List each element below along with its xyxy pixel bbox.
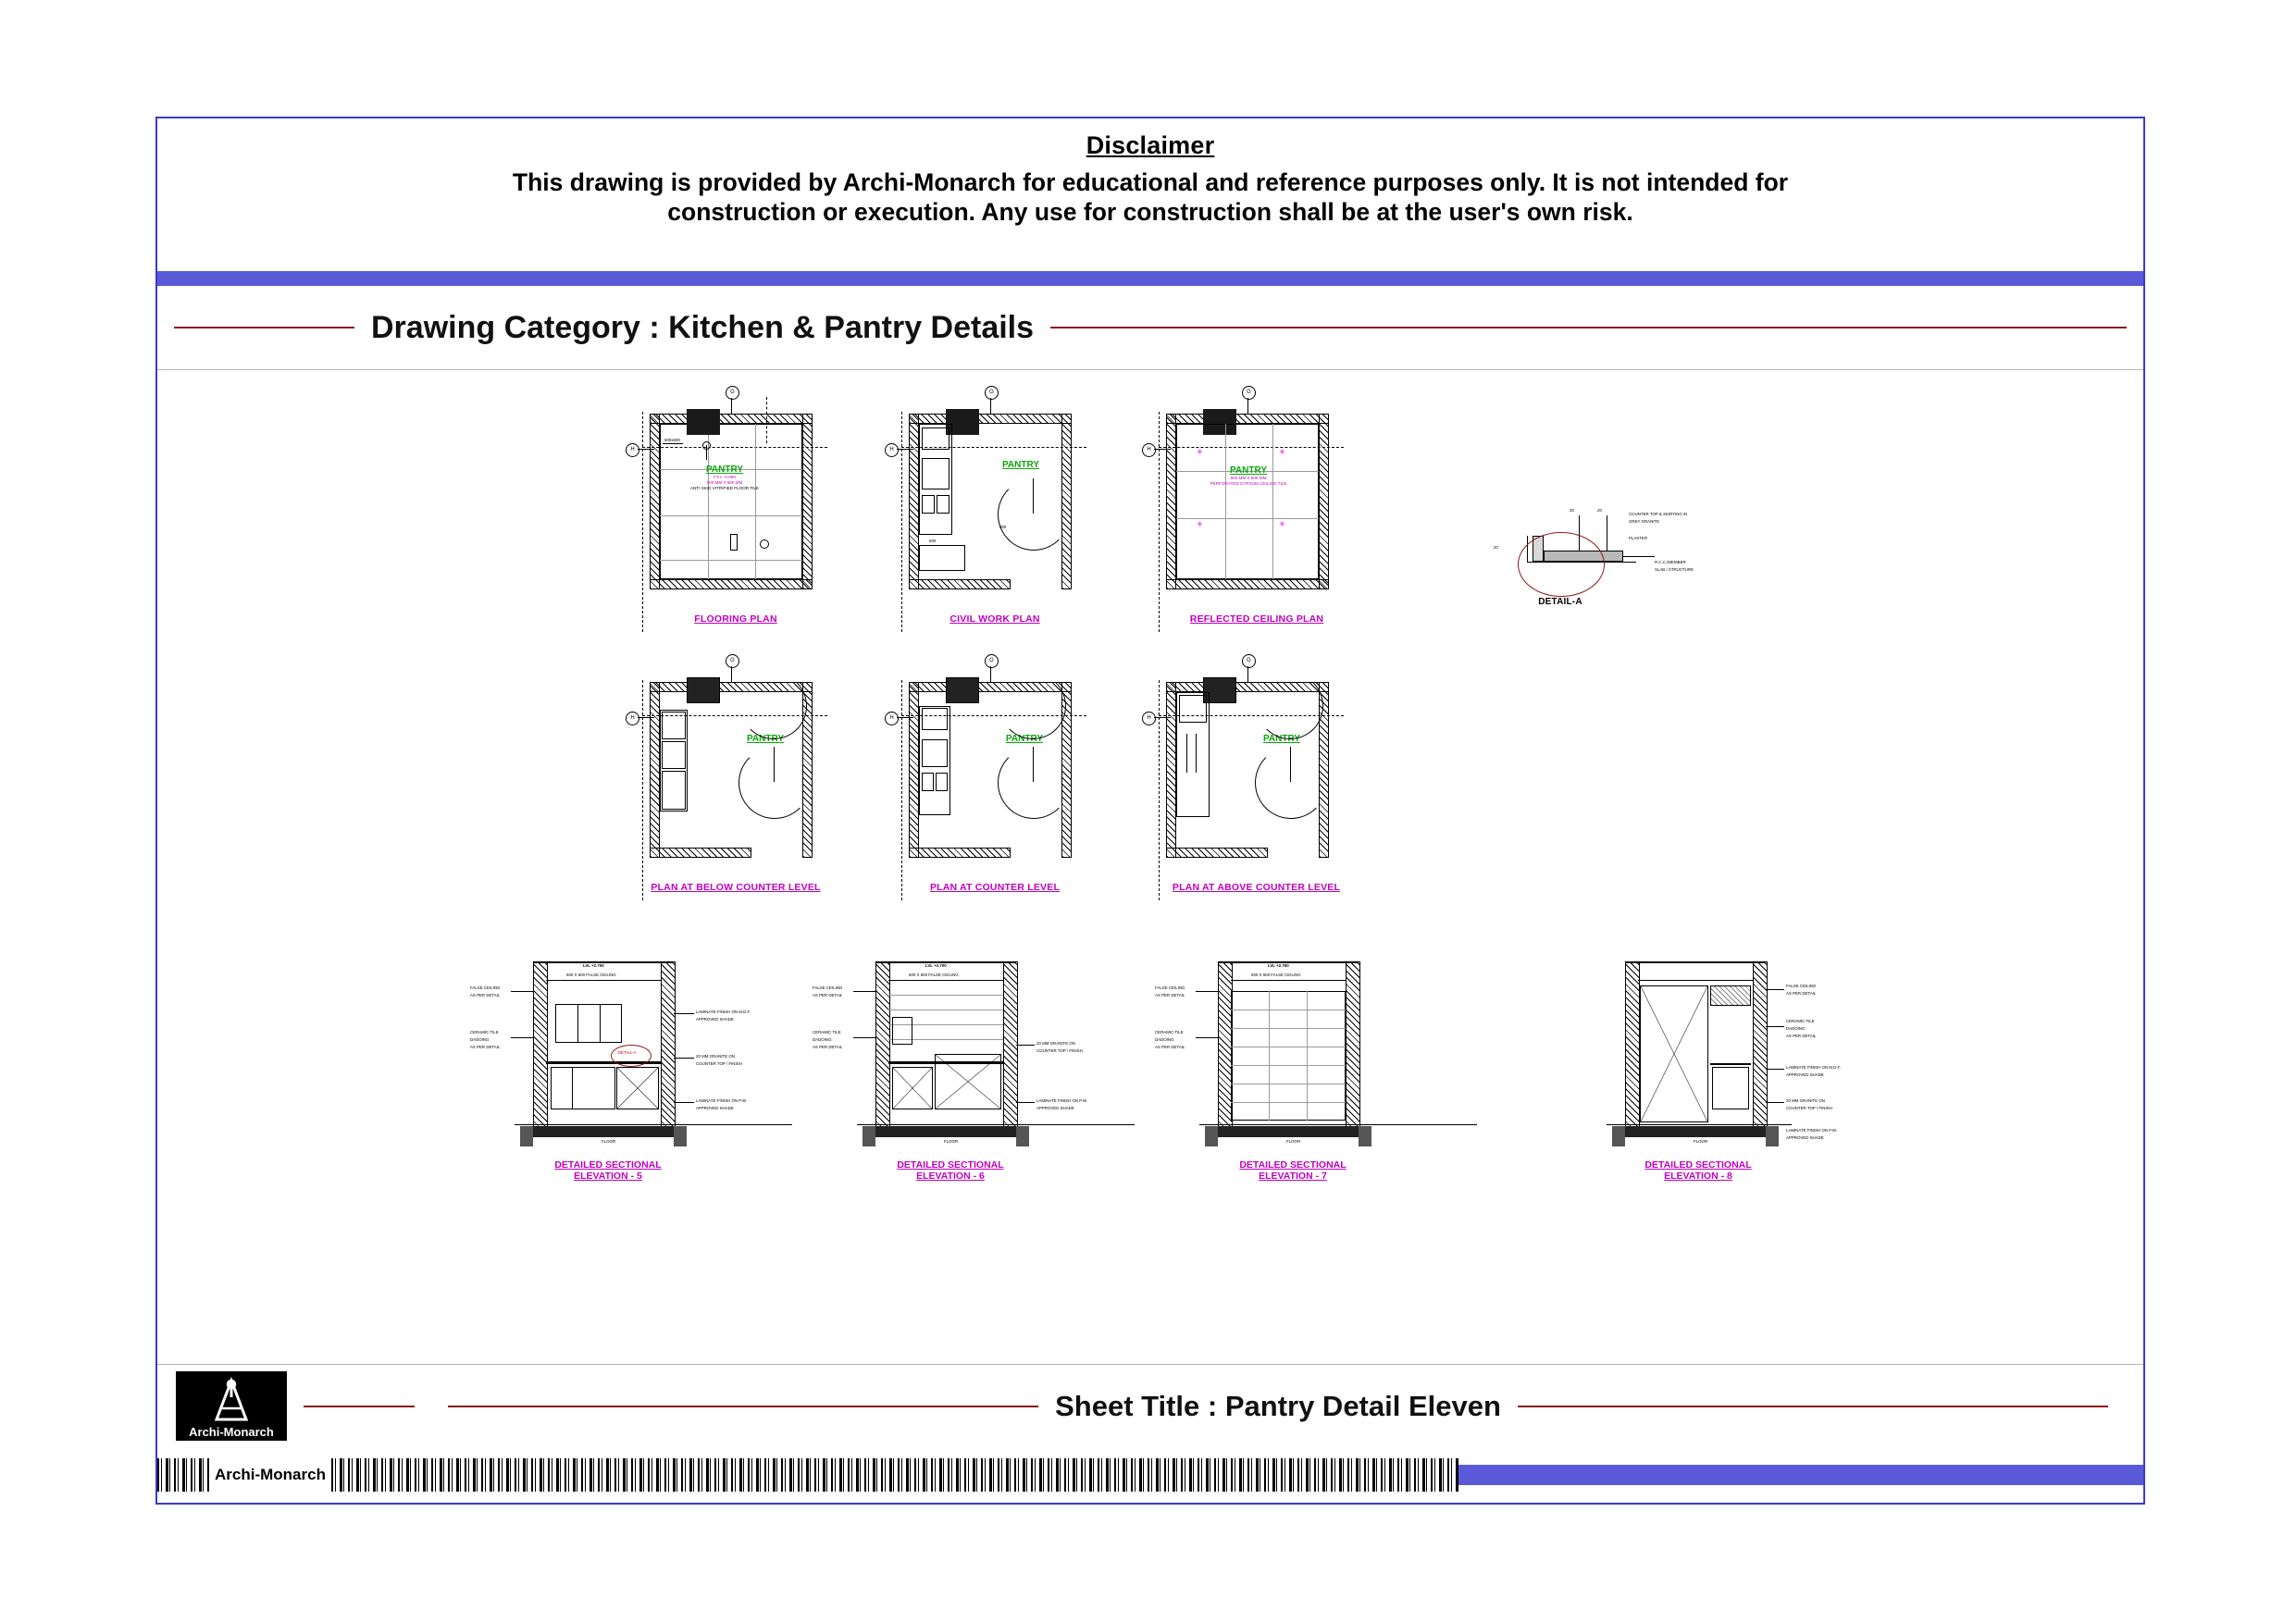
counter-top — [1710, 1063, 1751, 1065]
door-swing — [998, 478, 1070, 551]
wall-section-left — [875, 961, 890, 1130]
floor-trap-symbol — [702, 441, 711, 450]
note-right-4: COUNTER TOP / FINISH — [696, 1061, 742, 1066]
note-right-4: DADOING — [1786, 1026, 1806, 1031]
plan-caption: PLAN AT BELOW COUNTER LEVEL — [651, 882, 821, 893]
elevation-caption — [863, 1159, 1038, 1182]
drawing-category-band — [157, 286, 2143, 370]
plinth-left — [1612, 1126, 1625, 1146]
detail-callout-circle — [1518, 532, 1605, 597]
plinth-right — [1359, 1126, 1371, 1146]
tile-row-6 — [1231, 1102, 1346, 1103]
door-swing — [738, 747, 811, 819]
section-line-v — [901, 412, 902, 632]
ceiling-line — [1231, 980, 1346, 981]
light-fixture-2: ✳ — [1279, 448, 1285, 456]
grid-bubble-left: H — [1142, 712, 1156, 725]
leader-c — [674, 1013, 694, 1014]
footer-rule-left — [304, 1406, 415, 1407]
disclaimer-line-1: This drawing is provided by Archi-Monarch for educational and reference purposes only. It is not intended for — [512, 168, 1789, 196]
leader-b — [853, 1037, 875, 1038]
drawing-category-title: Drawing Category : Kitchen & Pantry Details — [371, 309, 1035, 345]
grid-bubble-top: G — [1242, 654, 1256, 668]
leader-e — [674, 1102, 694, 1103]
detail-note-3: PLASTER — [1629, 536, 1648, 540]
room-label: PANTRY — [706, 465, 743, 475]
door-panel — [1640, 985, 1708, 1122]
floor-ref-line — [1607, 1124, 1792, 1125]
tile-grid-h2 — [660, 515, 802, 516]
leader-d — [1766, 1102, 1784, 1103]
upper-arc — [999, 673, 1066, 739]
leader-1 — [663, 443, 683, 444]
wall-right — [1319, 414, 1329, 589]
grid-bubble-left: H — [1142, 443, 1156, 457]
section-line-v — [1159, 412, 1160, 632]
grid-leader-top — [990, 398, 991, 415]
compass-icon — [204, 1377, 259, 1425]
note-right-1: 20 MM GRANITE ON — [1036, 1041, 1075, 1046]
upper-cabinet — [555, 1004, 622, 1043]
base-unit-1 — [662, 712, 686, 739]
plan-flooring — [629, 386, 842, 636]
detail-a-block — [1490, 508, 1731, 638]
plan-civil-work — [888, 386, 1101, 636]
elevation-5 — [463, 952, 833, 1202]
detail-caption: DETAIL-A — [1538, 597, 1582, 607]
appliance-3 — [922, 495, 935, 514]
detail-dim-3: 20 — [1494, 545, 1498, 550]
plan-above-counter — [1146, 654, 1368, 904]
footer-rule-right — [1518, 1406, 2108, 1407]
plan-caption: PLAN AT ABOVE COUNTER LEVEL — [1172, 882, 1341, 893]
wall-bottom — [909, 579, 1011, 589]
note-right-10: LAMINATE FINISH ON P.W. — [1786, 1128, 1837, 1133]
room-sub-2: PERFORATED GYPSUM CEILING TILE — [1210, 481, 1287, 486]
wall-unit-div-2 — [1196, 734, 1197, 773]
appliance-2 — [922, 458, 949, 489]
note-right-2: AS PER DETAIL — [1786, 991, 1817, 996]
level-bottom: FLOOR — [944, 1139, 959, 1144]
wall-section-right — [661, 961, 676, 1130]
detail-note-1: COUNTER TOP & SKIRTING IN — [1629, 512, 1688, 516]
leader-c — [1016, 1045, 1035, 1046]
grid-leader-top — [1247, 666, 1248, 683]
plan-caption: FLOORING PLAN — [694, 613, 777, 625]
leader-b — [1766, 1026, 1784, 1027]
wall-section-right — [1003, 961, 1018, 1130]
grid-bubble-top: G — [985, 654, 999, 668]
note-left-3: CERAMIC TILE — [470, 1030, 499, 1035]
footer-rule-mid — [448, 1406, 1038, 1407]
caption-line-2: ELEVATION - 8 — [1664, 1171, 1732, 1183]
base-cabinet-crossed — [892, 1067, 933, 1109]
wall-left — [909, 682, 919, 858]
base-unit-2 — [662, 741, 686, 769]
level-top: LVL +2.700 — [925, 963, 947, 968]
hob-unit — [922, 739, 948, 767]
note-left-2: AS PER DETAIL — [470, 993, 501, 997]
note-left-1: FALSE CEILING — [813, 985, 843, 990]
note-right-11: APPROVED SHADE — [1786, 1135, 1824, 1140]
plinth-left — [1205, 1126, 1218, 1146]
plinth-right — [1016, 1126, 1029, 1146]
caption-line-1: DETAILED SECTIONAL — [1239, 1159, 1347, 1171]
duct-block — [687, 409, 720, 435]
appliance-box — [892, 1017, 912, 1045]
door-panel — [935, 1054, 1001, 1109]
disclaimer-title: Disclaimer — [1086, 131, 1215, 159]
ceiling-line — [1638, 980, 1753, 981]
plan-at-counter — [888, 654, 1101, 904]
elevation-caption — [1205, 1159, 1381, 1182]
note-right-3: CERAMIC TILE — [1786, 1019, 1815, 1023]
note-right-1: FALSE CEILING — [1786, 984, 1817, 988]
grid-bubble-left: H — [885, 443, 899, 457]
appliance-1 — [922, 427, 949, 450]
section-line-v — [642, 680, 643, 900]
tiled-wall — [1231, 991, 1346, 1121]
tile-grid-v2 — [755, 424, 756, 579]
level-top: LVL +2.700 — [1268, 963, 1289, 968]
plan-caption: CIVIL WORK PLAN — [949, 613, 1040, 625]
ceiling-grid-v1 — [1225, 424, 1226, 579]
note-micro-1: 600x600 — [664, 438, 680, 442]
note-right-9: COUNTER TOP / FINISH — [1786, 1106, 1832, 1110]
level-bottom: FLOOR — [1286, 1139, 1301, 1144]
dado-line-1 — [888, 995, 1003, 996]
barcode-strip — [157, 1447, 2143, 1503]
grid-leader-top — [1247, 398, 1248, 415]
elevation-6 — [805, 952, 1175, 1202]
note-left-5: AS PER DETAIL — [1155, 1045, 1185, 1049]
room-label: PANTRY — [1230, 465, 1267, 476]
leader-b — [511, 1037, 533, 1038]
caption-line-2: ELEVATION - 7 — [1259, 1171, 1327, 1183]
caption-line-1: DETAILED SECTIONAL — [554, 1159, 662, 1171]
door-swing — [1255, 747, 1327, 819]
note-right-3: 20 MM GRANITE ON — [696, 1054, 735, 1059]
note-left-3: CERAMIC TILE — [813, 1030, 841, 1035]
light-fixture-4: ✳ — [1279, 520, 1285, 528]
note-right-4: APPROVED SHADE — [1036, 1106, 1074, 1110]
elevation-caption — [1610, 1159, 1786, 1182]
barcode-main — [331, 1458, 1458, 1492]
leader-a — [1766, 989, 1784, 990]
plan-below-counter — [629, 654, 842, 904]
wall-section-right — [1346, 961, 1360, 1130]
note-micro: 900 — [999, 525, 1007, 529]
note-left-2: AS PER DETAIL — [813, 993, 843, 997]
detail-leader-3 — [1623, 556, 1655, 557]
ceiling-grid-h2 — [1176, 518, 1319, 519]
door-swing — [998, 747, 1070, 819]
base-cabinet-crossed — [616, 1067, 659, 1109]
ceiling-line — [546, 980, 661, 981]
room-sub-1: 600 MM X 600 MM — [1230, 476, 1267, 480]
rule-left — [174, 327, 354, 328]
level-top-sub: 600 X 600 FALSE CEILING — [909, 973, 959, 977]
rule-right — [1050, 327, 2127, 328]
upper-arc — [1257, 673, 1323, 739]
floor-ref-line — [515, 1124, 792, 1125]
tile-col-1 — [1269, 991, 1270, 1121]
duct-block — [946, 677, 979, 703]
grid-leader-top — [731, 398, 732, 415]
wall-left — [650, 682, 660, 858]
leader-c — [1766, 1069, 1784, 1070]
wall-unit-1 — [1179, 695, 1207, 723]
upper-arc — [740, 673, 807, 739]
grid-bubble-top: G — [726, 386, 739, 400]
drawing-sheet — [155, 117, 2145, 1505]
note-left-5: AS PER DETAIL — [470, 1045, 501, 1049]
wall-bottom — [650, 579, 813, 589]
wall-top — [909, 414, 1072, 424]
floor-slab — [1620, 1126, 1777, 1137]
plan-reflected-ceiling — [1146, 386, 1368, 636]
section-line-v — [1159, 680, 1160, 900]
note-left-1: FALSE CEILING — [1155, 985, 1185, 990]
door-leaf — [1290, 747, 1291, 782]
wall-left — [909, 414, 919, 589]
base-div-1 — [572, 1067, 573, 1109]
grid-bubble-left: H — [626, 443, 639, 457]
note-right-5: LAMINATE FINISH ON P.W. — [696, 1098, 747, 1103]
wall-left — [1166, 682, 1176, 858]
detail-dim-1: 20 — [1570, 508, 1574, 513]
ceiling-line — [888, 980, 1003, 981]
note-left-5: AS PER DETAIL — [813, 1045, 843, 1049]
base-unit-3 — [662, 771, 686, 810]
room-sub-1: F.F.L -0.000 — [714, 475, 736, 479]
ventilation-grille — [1710, 985, 1751, 1006]
plan-caption: REFLECTED CEILING PLAN — [1189, 613, 1324, 625]
wall-section-left — [1625, 961, 1640, 1130]
plinth-left — [863, 1126, 875, 1146]
wall-section-right — [1753, 961, 1768, 1130]
floor-ref-line — [857, 1124, 1135, 1125]
drawing-canvas — [157, 369, 2143, 1364]
wall-section-left — [533, 961, 548, 1130]
level-top-sub: 600 X 600 FALSE CEILING — [566, 973, 616, 977]
note-left-4: DADOING — [813, 1037, 832, 1042]
tile-row-4 — [1231, 1065, 1346, 1066]
drawer-1 — [922, 773, 934, 791]
section-line-v — [901, 680, 902, 900]
sink-unit — [922, 708, 948, 730]
note-right-7: APPROVED SHADE — [1786, 1072, 1824, 1077]
grid-bubble-left: H — [885, 712, 899, 725]
grid-bubble-top: G — [985, 386, 999, 400]
detail-note-4: R.C.C./MEMBER — [1655, 560, 1686, 564]
grid-leader-top — [990, 666, 991, 683]
wall-bottom — [1166, 579, 1329, 589]
tile-col-2 — [1307, 991, 1308, 1121]
leader-b — [1196, 1037, 1218, 1038]
wall-bottom — [909, 848, 1011, 858]
room-label: PANTRY — [747, 734, 784, 744]
detail-note-5: SLAB / STRUCTURE — [1655, 567, 1694, 572]
light-fixture-3: ✳ — [1197, 520, 1203, 528]
note-right-3: LAMINATE FINISH ON P.W. — [1036, 1098, 1087, 1103]
base-cabinet — [551, 1067, 615, 1109]
wall-left — [650, 414, 660, 589]
elevation-caption — [520, 1159, 696, 1182]
light-fixture-1: ✳ — [1197, 448, 1203, 456]
barcode-brand-label: Archi-Monarch — [215, 1466, 326, 1483]
note-right-2: COUNTER TOP / FINISH — [1036, 1048, 1083, 1053]
note-right-5: AS PER DETAIL — [1786, 1034, 1817, 1038]
wall-right — [802, 414, 813, 589]
note-right-6: APPROVED SHADE — [696, 1106, 734, 1110]
note-right-6: LAMINATE FINISH ON M.D.F. — [1786, 1065, 1841, 1070]
room-label: PANTRY — [1002, 460, 1039, 470]
note-right-1: LAMINATE FINISH ON M.D.F. — [696, 1010, 751, 1014]
note-left-4: DADOING — [1155, 1037, 1174, 1042]
leader-d — [1016, 1102, 1035, 1103]
section-line-v — [642, 412, 643, 632]
wall-unit-div — [1186, 734, 1187, 773]
cab-div-1 — [577, 1004, 578, 1043]
grid-bubble-left: H — [626, 712, 639, 725]
duct-block — [687, 677, 720, 703]
floor-slab — [527, 1126, 685, 1137]
note-micro-2: 600 — [929, 539, 937, 543]
ceiling-grid-v2 — [1272, 424, 1273, 579]
plinth-right — [1766, 1126, 1779, 1146]
detail-dim-2: 20 — [1597, 508, 1602, 513]
note-left-1: FALSE CEILING — [470, 985, 501, 990]
floor-slab — [870, 1126, 1027, 1137]
door-leaf — [774, 747, 775, 782]
wall-top — [1166, 414, 1329, 424]
detail-a-ref — [611, 1045, 652, 1067]
disclaimer-block — [157, 118, 2143, 271]
wall-top — [650, 414, 813, 424]
wall-bottom — [1166, 848, 1268, 858]
fixture-2 — [760, 539, 769, 549]
level-bottom: FLOOR — [1694, 1139, 1708, 1144]
archi-monarch-logo — [176, 1371, 287, 1441]
elevation-8 — [1388, 952, 1841, 1202]
note-left-2: AS PER DETAIL — [1155, 993, 1185, 997]
callout-detail-a: DETAIL-A — [618, 1050, 637, 1055]
cab-div-2 — [600, 1004, 601, 1043]
barcode-left — [157, 1458, 209, 1492]
base-cabinet — [1712, 1067, 1749, 1109]
accent-bar-top — [157, 271, 2143, 286]
note-right-2: APPROVED SHADE — [696, 1017, 734, 1022]
leader-a — [1196, 991, 1218, 992]
floor-slab — [1212, 1126, 1370, 1137]
logo-text: Archi-Monarch — [189, 1425, 274, 1439]
room-label: PANTRY — [1006, 734, 1043, 744]
door-leaf — [1033, 478, 1034, 514]
wall-left — [1166, 414, 1176, 589]
plinth-left — [520, 1126, 533, 1146]
appliance-4 — [937, 495, 949, 514]
level-bottom: FLOOR — [602, 1139, 616, 1144]
drawer-2 — [936, 773, 948, 791]
leader-d — [674, 1058, 694, 1059]
level-top: LVL +2.700 — [583, 963, 604, 968]
plinth-right — [674, 1126, 687, 1146]
leader-a — [511, 991, 533, 992]
level-top-sub: 600 X 600 FALSE CEILING — [1251, 973, 1301, 977]
tile-row-2 — [1231, 1028, 1346, 1029]
accent-bar-bottom — [1458, 1465, 2143, 1485]
room-sub-3: ANTI SKID VITRIFIED FLOOR TILE — [690, 486, 759, 490]
tile-grid-h3 — [660, 560, 802, 561]
detail-note-2: GREY GRANITE — [1629, 519, 1660, 524]
disclaimer-line-2: construction or execution. Any use for construction shall be at the user's own risk. — [667, 198, 1633, 227]
door-leaf — [1033, 747, 1034, 782]
counter-run-bottom — [919, 545, 965, 571]
fixture-1 — [730, 534, 738, 551]
note-left-4: DADOING — [470, 1037, 490, 1042]
grid-leader-top — [731, 666, 732, 683]
plan-caption: PLAN AT COUNTER LEVEL — [929, 882, 1061, 893]
sheet-title: Sheet Title : Pantry Detail Eleven — [1055, 1389, 1501, 1422]
caption-line-2: ELEVATION - 5 — [574, 1171, 642, 1183]
room-sub-2: 600 MM X 600 MM — [706, 480, 743, 485]
note-right-8: 20 MM GRANITE ON — [1786, 1098, 1825, 1103]
sheet-title-band — [157, 1364, 2143, 1447]
floor-area — [660, 424, 802, 579]
note-left-3: CERAMIC TILE — [1155, 1030, 1184, 1035]
grid-bubble-top: G — [726, 654, 739, 668]
grid-bubble-top: G — [1242, 386, 1256, 400]
slab-top — [1625, 961, 1766, 963]
caption-line-2: ELEVATION - 6 — [916, 1171, 985, 1183]
leader-a — [853, 991, 875, 992]
wall-bottom — [650, 848, 751, 858]
caption-line-1: DETAILED SECTIONAL — [1644, 1159, 1752, 1171]
room-label: PANTRY — [1263, 734, 1300, 744]
caption-line-1: DETAILED SECTIONAL — [897, 1159, 1004, 1171]
